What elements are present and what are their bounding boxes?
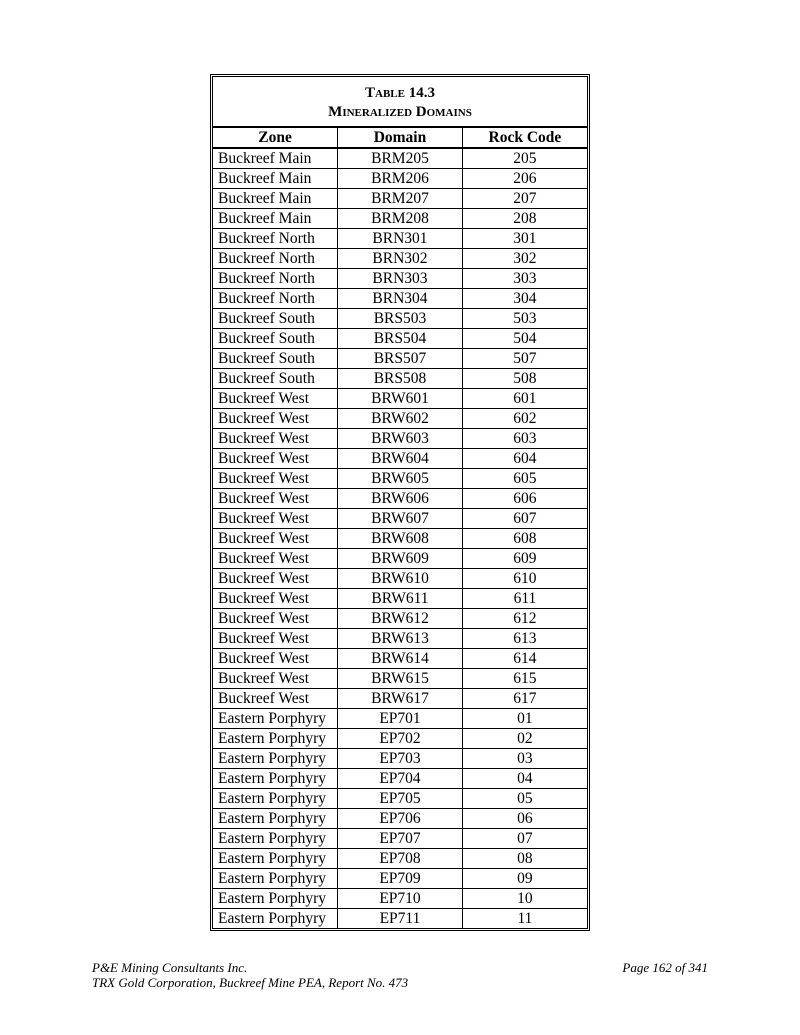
table-row [213, 409, 587, 429]
cell-rock-code: 503 [462, 309, 587, 329]
table-row [213, 889, 587, 909]
cell-rock-code: 05 [462, 789, 587, 809]
caption-row [213, 77, 587, 127]
cell-rock-code: 11 [462, 909, 587, 929]
cell-domain: BRM206 [338, 169, 463, 189]
cell-rock-code: 609 [462, 549, 587, 569]
cell-domain: EP703 [338, 749, 463, 769]
footer-line-2 [92, 974, 708, 991]
cell-rock-code: 603 [462, 429, 587, 449]
cell-domain: BRM207 [338, 189, 463, 209]
cell-zone: Buckreef West [213, 409, 338, 429]
cell-rock-code: 10 [462, 889, 587, 909]
cell-domain: EP707 [338, 829, 463, 849]
cell-rock-code: 606 [462, 489, 587, 509]
cell-rock-code: 302 [462, 249, 587, 269]
cell-rock-code: 605 [462, 469, 587, 489]
cell-zone: Buckreef North [213, 249, 338, 269]
cell-zone: Eastern Porphyry [213, 869, 338, 889]
cell-rock-code: 507 [462, 349, 587, 369]
cell-domain: BRS508 [338, 369, 463, 389]
table-row [213, 209, 587, 229]
cell-domain: BRW608 [338, 529, 463, 549]
cell-domain: BRW612 [338, 609, 463, 629]
cell-zone: Buckreef North [213, 229, 338, 249]
header-row [213, 127, 587, 148]
cell-domain: BRW602 [338, 409, 463, 429]
table-row [213, 349, 587, 369]
cell-zone: Buckreef West [213, 469, 338, 489]
cell-rock-code: 09 [462, 869, 587, 889]
table-row [213, 809, 587, 829]
cell-zone: Eastern Porphyry [213, 809, 338, 829]
cell-rock-code: 06 [462, 809, 587, 829]
cell-domain: BRM208 [338, 209, 463, 229]
table-row [213, 629, 587, 649]
cell-zone: Buckreef West [213, 429, 338, 449]
table-row [213, 509, 587, 529]
cell-rock-code: 604 [462, 449, 587, 469]
cell-rock-code: 205 [462, 148, 587, 169]
cell-zone: Buckreef West [213, 489, 338, 509]
cell-domain: BRW605 [338, 469, 463, 489]
cell-zone: Buckreef West [213, 449, 338, 469]
table-row [213, 909, 587, 929]
cell-rock-code: 607 [462, 509, 587, 529]
table-row [213, 309, 587, 329]
cell-zone: Eastern Porphyry [213, 769, 338, 789]
cell-zone: Eastern Porphyry [213, 729, 338, 749]
cell-domain: BRW603 [338, 429, 463, 449]
cell-zone: Buckreef Main [218, 149, 312, 167]
table-row [213, 829, 587, 849]
cell-zone: Buckreef Main [213, 209, 338, 229]
table-row [213, 389, 587, 409]
cell-rock-code: 617 [462, 689, 587, 709]
table-row [213, 148, 587, 169]
cell-zone: Buckreef West [213, 669, 338, 689]
cell-domain: EP702 [338, 729, 463, 749]
cell-domain: EP708 [338, 849, 463, 869]
footer-report: TRX Gold Corporation, Buckreef Mine PEA, Report No. 473 [92, 975, 409, 990]
cell-zone: Buckreef West [213, 569, 338, 589]
cell-rock-code: 615 [462, 669, 587, 689]
table-row [213, 569, 587, 589]
table-row [213, 169, 587, 189]
table-row [213, 249, 587, 269]
cell-zone: Eastern Porphyry [213, 909, 338, 929]
cell-rock-code: 504 [462, 329, 587, 349]
table-row [213, 589, 587, 609]
footer-company: P&E Mining Consultants Inc. [92, 960, 248, 975]
table-row [213, 449, 587, 469]
cell-zone: Eastern Porphyry [213, 709, 338, 729]
cell-rock-code: 02 [462, 729, 587, 749]
cell-domain: BRN302 [338, 249, 463, 269]
cell-rock-code: 508 [462, 369, 587, 389]
cell-rock-code: 01 [462, 709, 587, 729]
table-caption-number: Table 14.3 [365, 85, 435, 101]
cell-domain: BRN303 [338, 269, 463, 289]
cell-domain: EP710 [338, 889, 463, 909]
cell-domain: BRW614 [338, 649, 463, 669]
table-row [213, 769, 587, 789]
cell-zone: Buckreef North [213, 289, 338, 309]
cell-rock-code: 04 [462, 769, 587, 789]
table-row [213, 229, 587, 249]
cell-rock-code: 602 [462, 409, 587, 429]
table-row [213, 329, 587, 349]
cell-zone: Buckreef West [213, 509, 338, 529]
cell-zone: Buckreef West [213, 389, 338, 409]
cell-rock-code: 301 [462, 229, 587, 249]
cell-domain: EP701 [338, 709, 463, 729]
cell-domain: BRW610 [338, 569, 463, 589]
column-header-domain: Domain [338, 127, 463, 148]
cell-domain: EP706 [338, 809, 463, 829]
cell-zone: Eastern Porphyry [213, 889, 338, 909]
cell-rock-code: 601 [462, 389, 587, 409]
table-row [213, 849, 587, 869]
table-head [213, 77, 587, 148]
cell-domain: BRN301 [338, 229, 463, 249]
cell-rock-code: 08 [462, 849, 587, 869]
cell-rock-code: 303 [462, 269, 587, 289]
cell-domain: BRM205 [338, 148, 463, 169]
column-header-rock-code: Rock Code [462, 127, 587, 148]
cell-domain: BRN304 [338, 289, 463, 309]
mineralized-domains-table [210, 74, 590, 931]
cell-zone: Buckreef North [213, 269, 338, 289]
cell-zone: Buckreef West [213, 649, 338, 669]
cell-domain: EP709 [338, 869, 463, 889]
cell-domain: BRS504 [338, 329, 463, 349]
table-row [213, 869, 587, 889]
cell-rock-code: 614 [462, 649, 587, 669]
table-row [213, 529, 587, 549]
cell-rock-code: 613 [462, 629, 587, 649]
table-row [213, 289, 587, 309]
cell-zone: Buckreef West [213, 549, 338, 569]
cell-zone: Buckreef West [213, 689, 338, 709]
cell-zone: Eastern Porphyry [213, 789, 338, 809]
table-row [213, 429, 587, 449]
cell-domain: BRS507 [338, 349, 463, 369]
table-caption [213, 77, 587, 127]
cell-domain: BRW617 [338, 689, 463, 709]
cell-zone: Eastern Porphyry [213, 849, 338, 869]
cell-domain: BRW611 [338, 589, 463, 609]
cell-domain: BRW609 [338, 549, 463, 569]
cell-rock-code: 612 [462, 609, 587, 629]
table-row [213, 189, 587, 209]
cell-rock-code: 207 [462, 189, 587, 209]
cell-zone: Buckreef West [213, 609, 338, 629]
table-row [213, 649, 587, 669]
cell-zone: Buckreef South [213, 329, 338, 349]
table-row [213, 469, 587, 489]
cell-rock-code: 206 [462, 169, 587, 189]
cell-rock-code: 07 [462, 829, 587, 849]
cell-domain: BRW607 [338, 509, 463, 529]
cell-rock-code: 304 [462, 289, 587, 309]
table-row [213, 369, 587, 389]
cell-domain: BRW604 [338, 449, 463, 469]
cell-domain: BRS503 [338, 309, 463, 329]
table-row [213, 789, 587, 809]
footer-page-number: Page 162 of 341 [622, 960, 708, 975]
cell-zone: Buckreef South [213, 369, 338, 389]
cell-domain: BRW613 [338, 629, 463, 649]
cell-rock-code: 611 [462, 589, 587, 609]
table-caption-title: Mineralized Domains [328, 104, 472, 120]
table-row [213, 749, 587, 769]
table-row [213, 549, 587, 569]
cell-domain: BRW601 [338, 389, 463, 409]
cell-domain: EP711 [338, 909, 463, 929]
cell-zone: Eastern Porphyry [213, 749, 338, 769]
cell-zone: Buckreef South [213, 309, 338, 329]
cell-zone: Buckreef West [213, 589, 338, 609]
table-row [213, 609, 587, 629]
table-row [213, 269, 587, 289]
table-row [213, 689, 587, 709]
table-row [213, 489, 587, 509]
cell-zone: Buckreef Main [213, 169, 338, 189]
cell-zone: Buckreef West [213, 629, 338, 649]
cell-domain: BRW606 [338, 489, 463, 509]
cell-domain: BRW615 [338, 669, 463, 689]
table-row [213, 729, 587, 749]
cell-zone: Buckreef Main [213, 189, 338, 209]
table-row [213, 669, 587, 689]
column-header-zone: Zone [213, 127, 338, 148]
cell-zone: Buckreef West [213, 529, 338, 549]
domains-table [213, 77, 587, 928]
cell-domain: EP705 [338, 789, 463, 809]
cell-rock-code: 03 [462, 749, 587, 769]
table-row [213, 709, 587, 729]
cell-zone: Buckreef South [213, 349, 338, 369]
cell-rock-code: 208 [462, 209, 587, 229]
cell-zone: Eastern Porphyry [213, 829, 338, 849]
cell-domain: EP704 [338, 769, 463, 789]
cell-rock-code: 610 [462, 569, 587, 589]
cell-rock-code: 608 [462, 529, 587, 549]
table-body [213, 148, 587, 928]
